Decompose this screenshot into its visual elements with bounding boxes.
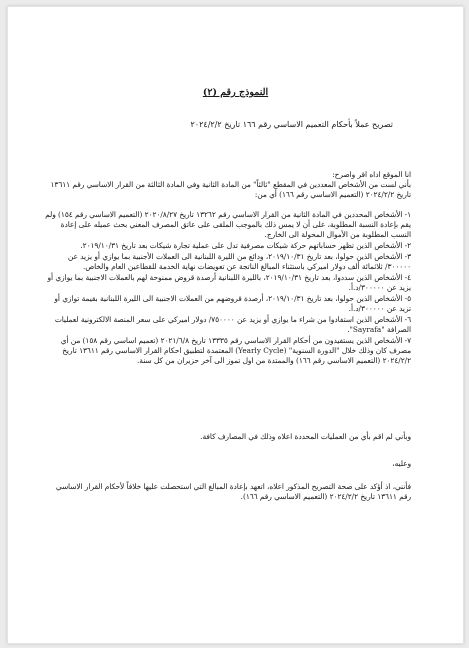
document-page — [7, 6, 464, 644]
declaration-intro — [44, 170, 411, 200]
closing-statement: وبأني لم اقم بأي من العمليات المحددة اعلاه وذلك في المصارف كافة. — [200, 432, 411, 441]
intro-line-1: انا الموقع اداه اقر واصرح: — [332, 170, 411, 179]
excluded-persons-list — [44, 210, 411, 367]
document-content — [8, 7, 463, 643]
form-title — [8, 87, 463, 98]
list-item: ٣- الأشخاص الذين حولوا، بعد تاريخ ٢٠١٩/١٠/٣١، ودائع من الليرة اللبنانية الى العملات الأجنبية بما يوازي أو يزيد عن ٣٠٠٠٠٠/ ثلاثمائة ألف دولار اميركي باستثناء المبالغ الناتجة عن تعويضات نهاية الخدمة للقطاعين العام والخاص. — [67, 252, 411, 271]
list-item: ١- الأشخاص المحددين في المادة الثانية من القرار الاساسي رقم ١٣٢٦٢ تاريخ ٢٠٢٠/٨/٢٧ (التعميم الاساسي رقم ١٥٤) ولم يقم بإعادة النسبة المطلوبة، على أن لا يمس ذلك بالموجب الملقى على عاتق المصرف المعني بحث عميله على إعادة النسب المطلوبة من الأموال المحولة الى الخارج. — [45, 210, 411, 239]
list-item: ٧- الأشخاص الذين يستفيدون من أحكام القرار الاساسي رقم ١٣٣٣٥ تاريخ ٢٠٢١/٦/٨ (تعميم اساسي رقم ١٥٨) من أي مصرف كان وذلك خلال "الدورة السنوية" (Yearly Cycle) المعتمدة لتطبيق احكام القرار الاساسي رقم ١٣٦١١ تاريخ ٢٠٢٤/٢/٢ (التعميم الاساسي رقم ١٦٦) والممتدة من اول تموز الى آخر حزيران من كل سنة. — [60, 336, 411, 365]
list-item: ٤- الأشخاص الذين سددوا، بعد تاريخ ٢٠١٩/١٠/٣١، بالليرة اللبنانية أرصدة قروض ممنوحة لهم بالعملات الاجنبية بما يوازي أو يزيد عن ٣٠٠٠٠٠/د.أ. — [47, 273, 411, 292]
form-title-text: النموذج رقم (٢) — [202, 87, 269, 98]
intro-line-2: بأني لست من الأشخاص المعددين في المقطع "ثالثاً" من المادة الثانية وفي المادة الثالثة من القرار الاساسي رقم ١٣٦١١ تاريخ ٢٠٢٤/٢/٢ (التعميم الاساسي رقم ١٦٦) أي من: — [50, 180, 411, 199]
list-item: ٢- الأشخاص الذين تظهر حساباتهم حركة شيكات مصرفية تدل على عملية تجارة شيكات بعد تاريخ ٢٠١٩/١٠/٣١. — [80, 241, 411, 250]
undertaking-statement: فأنني، اذ أؤكد على صحة التصريح المذكور اعلاه، اتعهد بإعادة المبالغ التي استحصلت عليها خلافاً لأحكام القرار الاساسي رقم ١٣٦١١ تاريخ ٢٠٢٤/٢/٢ (التعميم الاساسي رقم ١٦٦). — [55, 482, 411, 501]
list-item: ٦- الأشخاص الذين استفادوا من شراء ما يوازي أو يزيد عن ٧٥٠٠٠٠/ دولار اميركي على سعر المنصة الالكترونية لعمليات الصرافة "Sayrafa". — [54, 315, 411, 334]
declaration-subtitle: تصريح عملاً بأحكام التعميم الاساسي رقم ١٦٦ تاريخ ٢٠٢٤/٢/٢ — [190, 120, 393, 129]
therefore-line: وعليه، — [392, 459, 411, 468]
list-item: ٥- الأشخاص الذين حولوا، بعد تاريخ ٢٠١٩/١٠/٣١، أرصدة قروضهم من العملات الاجنبية الى الليرة اللبنانية بقيمة توازي أو تزيد عن ٣٠٠٠٠٠/د.أ. — [54, 294, 411, 313]
